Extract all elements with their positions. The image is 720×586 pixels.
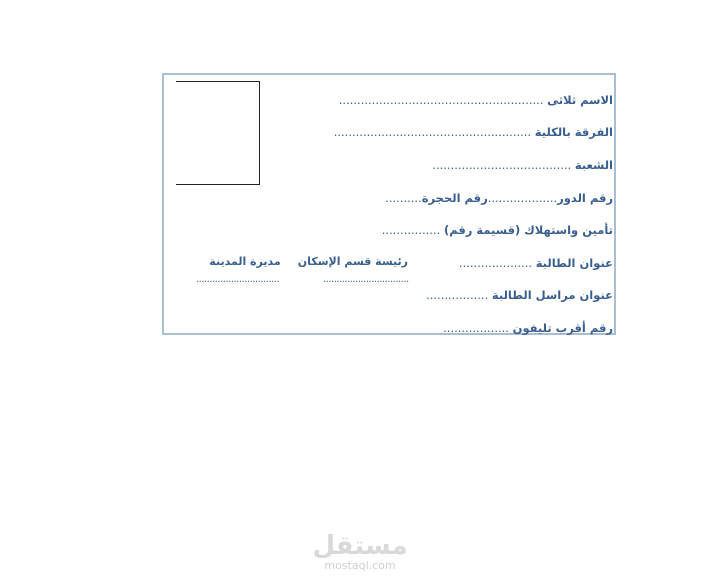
field-full-name [339, 93, 613, 107]
field-label: الشعبة [574, 158, 613, 172]
field-division [432, 158, 613, 172]
field-label-room: رقم الحجرة [421, 191, 488, 205]
photo-box [176, 81, 260, 185]
field-student-address [459, 256, 613, 270]
field-dots: ................ [381, 223, 441, 237]
signature-city-director-line: ............................... [196, 274, 280, 285]
field-dots: ...................................................... [333, 125, 532, 139]
field-correspondent-address [426, 288, 613, 302]
signature-housing-head-line: ................................ [323, 274, 409, 285]
field-dots: ................. [426, 288, 489, 302]
field-floor-room [385, 191, 613, 205]
field-dots: ........................................................ [338, 93, 544, 107]
field-dots: ...................................... [432, 158, 572, 172]
field-label: رقم أقرب تليفون [512, 321, 613, 335]
field-dots-room: .......... [385, 191, 422, 205]
watermark [300, 532, 420, 572]
field-label: الاسم ثلاثى [547, 93, 613, 107]
field-label: رقم الدور [557, 191, 613, 205]
watermark-logo: مستقل [312, 531, 408, 561]
signature-housing-head-label: رئيسة قسم الإسكان [297, 255, 408, 268]
field-label: تأمين واستهلاك (قسيمة رقم) [443, 223, 613, 237]
field-label: الفرقة بالكلية [534, 125, 613, 139]
field-dots: ................... [487, 191, 558, 205]
field-label: عنوان الطالبة [535, 256, 613, 270]
field-deposit-receipt [382, 223, 613, 237]
watermark-url: mostaql.com [324, 559, 396, 572]
field-dots: .................. [443, 321, 509, 335]
field-college-year [334, 125, 613, 139]
signature-city-director-label: مديرة المدينة [209, 255, 281, 268]
field-dots: .................... [458, 256, 533, 270]
field-nearest-phone [443, 321, 613, 335]
field-label: عنوان مراسل الطالبة [491, 288, 613, 302]
